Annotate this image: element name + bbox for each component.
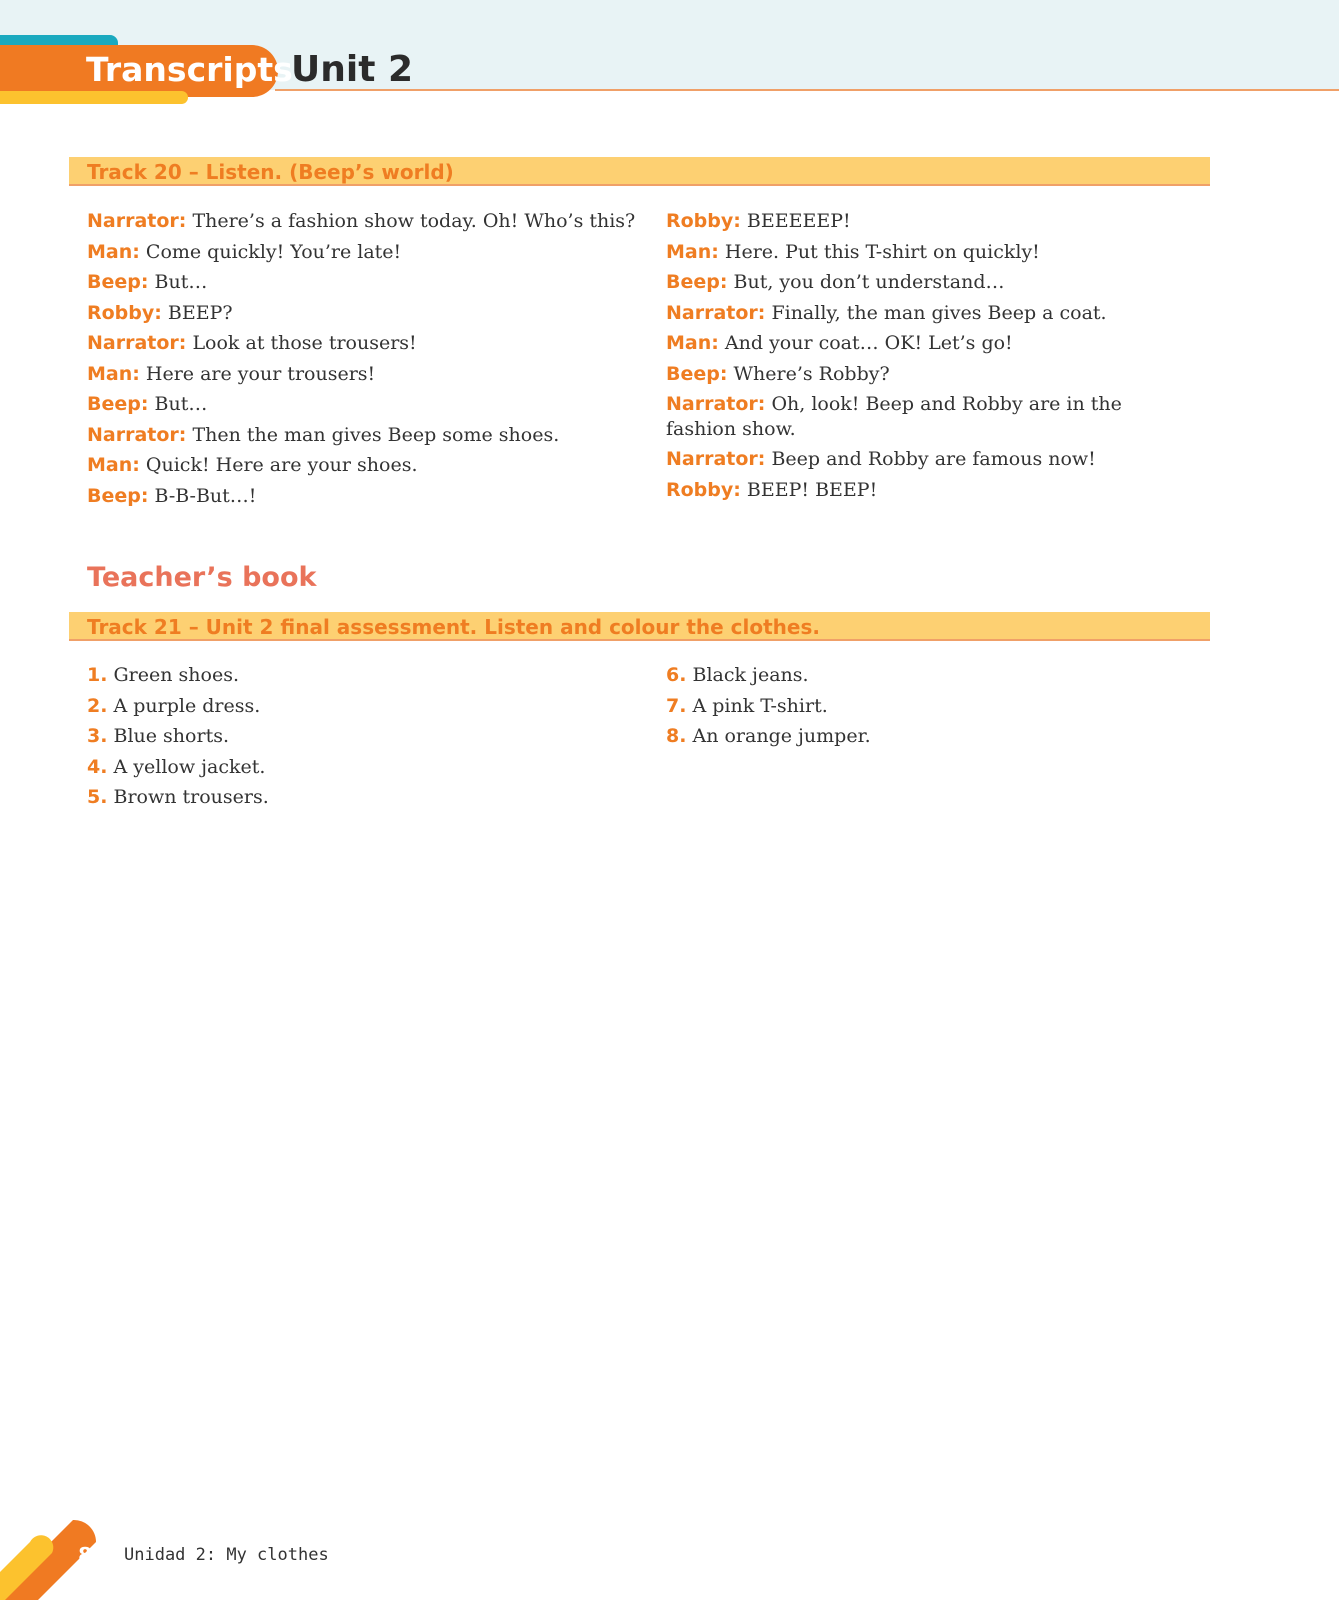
item-text: An orange jumper. [692,725,871,747]
page-number: 80 [78,1543,106,1567]
transcript-line [666,298,1176,329]
list-item [666,660,1176,691]
line-text: BEEP! BEEP! [746,478,878,501]
list-item [87,660,647,691]
footer-caption: Unidad 2: My clothes [124,1545,329,1565]
speaker-label: Narrator: [87,210,187,232]
item-text: Black jeans. [692,664,809,686]
item-number: 2. [87,694,108,717]
line-text: Quick! Here are your shoes. [145,454,418,476]
item-number: 7. [666,694,687,717]
item-number: 1. [87,664,108,686]
transcript-line [87,481,647,512]
line-text: Here are your trousers! [145,362,376,385]
speaker-label: Man: [666,332,719,354]
transcript-line [87,328,647,359]
track-21-title: Track 21 – Unit 2 final assessment. Listen and colour the clothes. [69,612,1210,641]
transcript-line [666,359,1176,390]
track-20-title: Track 20 – Listen. (Beep’s world) [69,157,1210,186]
transcript-line [666,237,1176,268]
speaker-label: Robby: [666,210,741,232]
transcript-line [87,359,647,390]
speaker-label: Narrator: [666,393,766,415]
track-21-right-list [666,660,1176,752]
item-text: A yellow jacket. [113,755,266,778]
list-item [87,721,647,752]
line-text: But, you don’t understand… [733,271,1005,293]
transcript-line [666,444,1176,475]
transcript-line [87,450,647,481]
speaker-label: Narrator: [666,448,766,470]
list-item [87,752,647,783]
line-text: Oh, look! Beep and Robby are in the fashion show. [666,393,1122,440]
transcript-line [666,206,1176,237]
speaker-label: Man: [666,240,719,263]
track-20-left-column [87,206,647,511]
line-text: Finally, the man gives Beep a coat. [771,301,1107,324]
speaker-label: Robby: [87,301,162,324]
item-number: 8. [666,725,687,747]
item-number: 6. [666,664,687,686]
list-item [87,691,647,722]
section-title: Transcripts [86,50,293,89]
transcript-line [87,298,647,329]
line-text: Look at those trousers! [192,332,417,354]
list-item [666,721,1176,752]
speaker-label: Beep: [87,484,149,507]
speaker-label: Man: [87,240,140,263]
speaker-label: Narrator: [87,423,187,446]
line-text: B-B-But…! [154,484,257,507]
item-text: A pink T-shirt. [692,694,828,717]
speaker-label: Beep: [666,271,728,293]
teachers-book-heading: Teacher’s book [87,562,317,593]
line-text: There’s a fashion show today. Oh! Who’s this? [192,210,636,232]
item-text: A purple dress. [113,694,261,717]
line-text: BEEP? [167,301,233,324]
item-text: Brown trousers. [113,786,269,808]
line-text: Where’s Robby? [733,362,890,385]
list-item [666,691,1176,722]
speaker-label: Narrator: [666,301,766,324]
transcript-line [87,389,647,420]
list-item [87,782,647,813]
track-21-left-list [87,660,647,813]
transcript-line [666,389,1176,444]
transcript-line [87,420,647,451]
track-20-right-column [666,206,1176,505]
item-text: Green shoes. [113,664,239,686]
speaker-label: Beep: [87,393,149,415]
transcript-line [666,328,1176,359]
speaker-label: Man: [87,362,140,385]
line-text: Beep and Robby are famous now! [771,448,1096,470]
line-text: Here. Put this T-shirt on quickly! [724,240,1040,263]
header-rule [275,89,1339,91]
line-text: Then the man gives Beep some shoes. [192,423,560,446]
transcript-line [87,206,647,237]
transcript-line [87,237,647,268]
line-text: And your coat… OK! Let’s go! [724,332,1013,354]
speaker-label: Man: [87,454,140,476]
unit-title: Unit 2 [291,49,413,90]
item-number: 4. [87,755,108,778]
line-text: But… [154,393,208,415]
line-text: Come quickly! You’re late! [145,240,402,263]
line-text: But… [154,271,208,293]
speaker-label: Beep: [666,362,728,385]
transcript-line [666,267,1176,298]
transcript-line [666,475,1176,506]
transcript-line [87,267,647,298]
speaker-label: Robby: [666,478,741,501]
speaker-label: Narrator: [87,332,187,354]
item-number: 3. [87,725,108,747]
item-number: 5. [87,786,108,808]
item-text: Blue shorts. [113,725,229,747]
speaker-label: Beep: [87,271,149,293]
line-text: BEEEEEP! [746,210,851,232]
